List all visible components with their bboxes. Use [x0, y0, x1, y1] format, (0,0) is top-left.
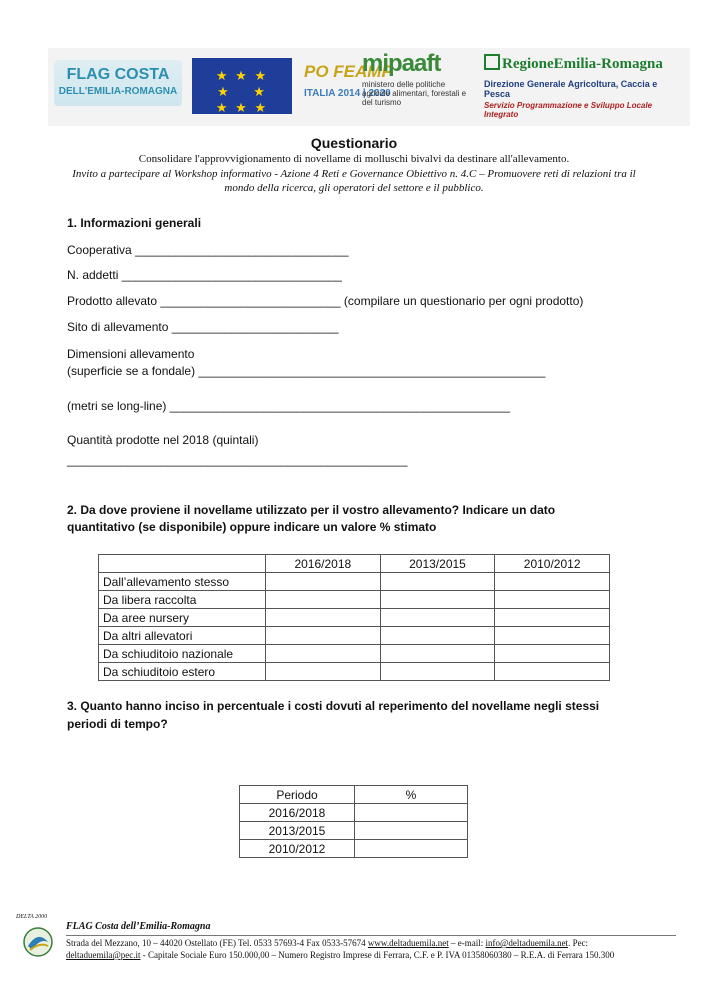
section3-heading-line2: periodi di tempo?	[67, 717, 168, 731]
quantita-label: Quantità prodotte nel 2018 (quintali)	[67, 433, 259, 447]
logo-strip	[48, 48, 690, 126]
table-row	[99, 663, 610, 681]
table-row	[99, 573, 610, 591]
metri-field[interactable]: (metri se long-line) ___________________________________________________	[67, 399, 511, 413]
regione-title: RegioneEmilia-Romagna	[484, 54, 684, 73]
table-header-row	[99, 555, 610, 573]
row-label: 2016/2018	[240, 804, 355, 822]
page-subtitle: Consolidare l'approvvigionamento di novellame di molluschi bivalvi da destinare all'allevamento.	[138, 153, 570, 165]
mipaaft-logo	[362, 50, 470, 114]
row-label: Da libera raccolta	[99, 591, 266, 609]
table-input-cell[interactable]	[380, 591, 495, 609]
table-input-cell[interactable]	[495, 609, 610, 627]
row-label: Da schiuditoio nazionale	[99, 645, 266, 663]
row-label: 2013/2015	[240, 822, 355, 840]
table-input-cell[interactable]	[266, 609, 381, 627]
table-input-cell[interactable]	[266, 645, 381, 663]
quantita-field[interactable]: ___________________________________________________	[67, 453, 408, 467]
table-header-cell: 2016/2018	[266, 555, 381, 573]
page-title: Questionario	[310, 135, 398, 151]
footer-address-line: Strada del Mezzano, 10 – 44020 Ostellato (FE) Tel. 0533 57693-4 Fax 0533-57674 www.deltaduemila.net – e-mail: info@deltaduemila.net. Pec:	[66, 938, 589, 948]
table-input-cell[interactable]	[495, 645, 610, 663]
table-input-cell[interactable]	[266, 627, 381, 645]
section1-heading: 1. Informazioni generali	[67, 216, 202, 230]
eu-stars-icon: ★ ★ ★ ★ ★ ★ ★ ★	[215, 68, 269, 115]
regione-emblem-icon	[484, 54, 500, 70]
dimensioni-label: Dimensioni allevamento	[67, 347, 195, 361]
regione-direction: Direzione Generale Agricoltura, Caccia e Pesca	[484, 79, 658, 99]
sito-field[interactable]: Sito di allevamento _________________________	[67, 320, 339, 334]
table-input-cell[interactable]	[266, 573, 381, 591]
section3-heading-line1: 3. Quanto hanno inciso in percentuale i costi dovuti al reperimento del novellame negli stessi	[67, 699, 600, 713]
flag-costa-logo	[54, 60, 182, 106]
table-row	[99, 627, 610, 645]
po-feamp-period: ITALIA 2014 | 2020	[304, 88, 391, 99]
flag-logo-line2: DELL'EMILIA-ROMAGNA	[58, 86, 178, 97]
table-input-cell[interactable]	[495, 573, 610, 591]
table-input-cell[interactable]	[380, 573, 495, 591]
table-input-cell[interactable]	[355, 822, 468, 840]
mipaaft-desc: ministero delle politiche agricole alimentari, forestali e del turismo	[362, 80, 467, 107]
eu-flag-logo	[192, 58, 292, 114]
table-input-cell[interactable]	[495, 663, 610, 681]
delta2000-logo-text: DELTA 2000	[16, 914, 48, 920]
row-label: Da schiuditoio estero	[99, 663, 266, 681]
footer-org-name: FLAG Costa dell’Emilia-Romagna	[66, 921, 211, 932]
table-input-cell[interactable]	[355, 840, 468, 858]
table-input-cell[interactable]	[495, 591, 610, 609]
table-input-cell[interactable]	[380, 663, 495, 681]
footer-email-link[interactable]: info@deltaduemila.net	[485, 938, 569, 948]
row-label: 2010/2012	[240, 840, 355, 858]
superficie-field[interactable]: (superficie se a fondale) ____________________________________________________	[67, 364, 546, 378]
prodotto-field[interactable]: Prodotto allevato ___________________________ (compilare un questionario per ogni prodotto)	[67, 294, 584, 308]
table-input-cell[interactable]	[266, 663, 381, 681]
source-table	[98, 554, 610, 681]
row-label: Da altri allevatori	[99, 627, 266, 645]
table-input-cell[interactable]	[380, 645, 495, 663]
cost-table	[239, 785, 468, 858]
table-header-cell: 2010/2012	[495, 555, 610, 573]
table-header-cell: 2013/2015	[380, 555, 495, 573]
table-row	[240, 822, 468, 840]
table-header-row	[240, 786, 468, 804]
flag-logo-line1: FLAG COSTA	[66, 66, 170, 83]
table-row	[99, 645, 610, 663]
delta2000-emblem-icon	[18, 920, 58, 965]
table-row	[99, 591, 610, 609]
footer-divider	[66, 935, 676, 936]
delta2000-logo	[18, 920, 58, 965]
table-header-cell: Periodo	[240, 786, 355, 804]
footer-pec-link[interactable]: deltaduemila@pec.it	[66, 950, 141, 960]
table-header-cell: %	[355, 786, 468, 804]
workshop-invite: Invito a partecipare al Workshop informativo - Azione 4 Reti e Governance Obiettivo n. 4.C – Promuovere reti di relazioni tra il mondo della ricerca, gli operatori del settore e il pubblico.	[72, 168, 636, 194]
table-input-cell[interactable]	[355, 804, 468, 822]
regione-logo	[484, 54, 684, 118]
cooperativa-field[interactable]: Cooperativa ________________________________	[67, 243, 349, 257]
regione-service: Servizio Programmazione e Sviluppo Locale Integrato	[484, 101, 653, 119]
addetti-field[interactable]: N. addetti _________________________________	[67, 268, 342, 282]
footer-website-link[interactable]: www.deltaduemila.net	[367, 938, 449, 948]
table-row	[99, 609, 610, 627]
table-header-cell	[99, 555, 266, 573]
row-label: Da aree nursery	[99, 609, 266, 627]
table-input-cell[interactable]	[380, 627, 495, 645]
section2-heading-line1: 2. Da dove proviene il novellame utilizzato per il vostro allevamento? Indicare un dato	[67, 503, 556, 517]
section2-heading-line2: quantitativo (se disponibile) oppure indicare un valore % stimato	[67, 520, 437, 534]
table-input-cell[interactable]	[266, 591, 381, 609]
table-row	[240, 804, 468, 822]
table-input-cell[interactable]	[380, 609, 495, 627]
row-label: Dall’allevamento stesso	[99, 573, 266, 591]
po-feamp-title: PO FEAMP	[304, 62, 393, 81]
footer-registry-line: deltaduemila@pec.it - Capitale Sociale Euro 150.000,00 – Numero Registro Imprese di Ferrara, C.F. e P. IVA 01358060380 – R.E.A. di Ferrara 150.300	[66, 950, 615, 960]
table-input-cell[interactable]	[495, 627, 610, 645]
mipaaft-title: mipaaft	[362, 50, 441, 77]
table-row	[240, 840, 468, 858]
